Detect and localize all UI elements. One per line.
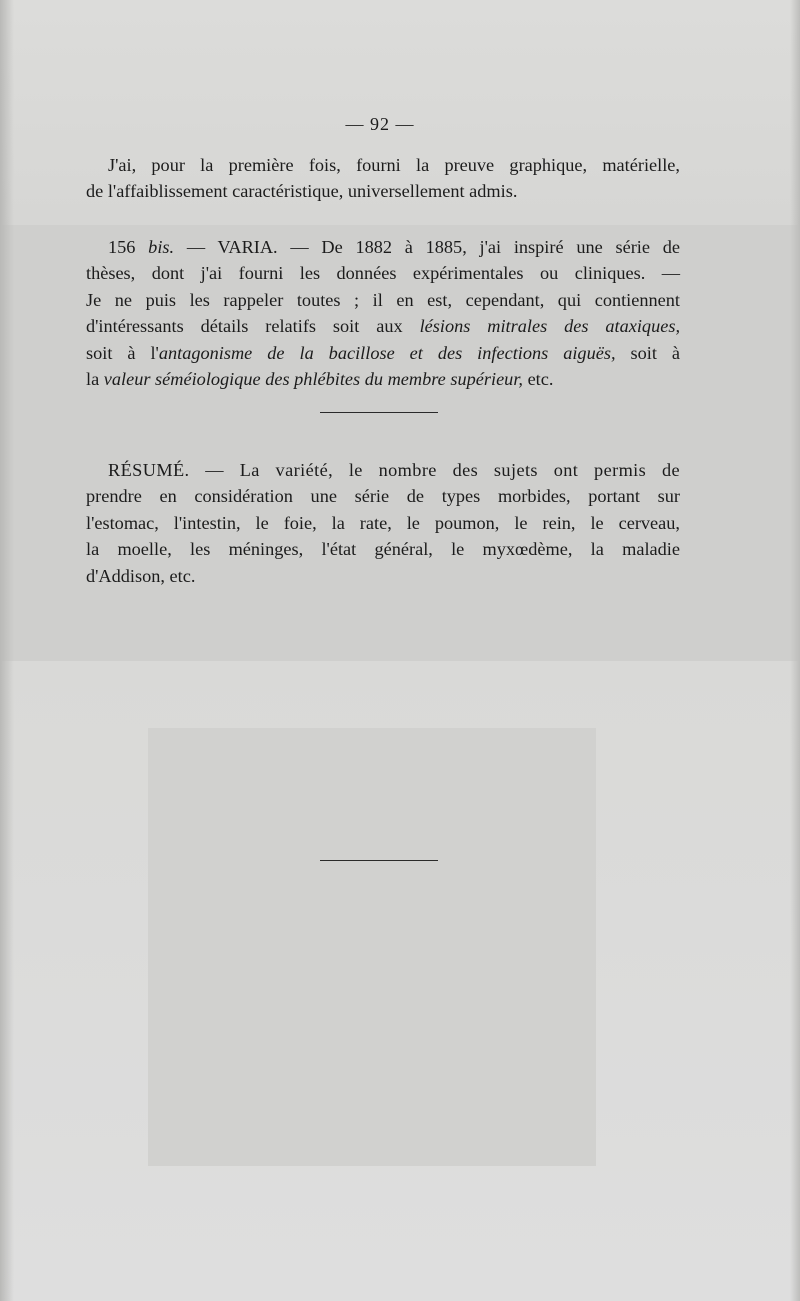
show-through-panel — [148, 728, 596, 1166]
section-divider — [320, 412, 438, 413]
line-text: etc. — [527, 369, 554, 390]
paragraph-line: RÉSUMÉ. — La variété, le nombre des sujets ont permis de — [108, 460, 680, 480]
line-text: d'intéressants détails relatifs soit aux — [86, 316, 403, 337]
line-emphasis: antagonisme de la bacillose et des infections aiguës, — [158, 342, 616, 363]
page-edge — [790, 0, 800, 1301]
binding-shadow — [0, 0, 14, 1301]
paragraph-varia — [86, 234, 680, 392]
paragraph-line: Je ne puis les rappeler toutes ; il en est, cependant, qui contiennent — [86, 289, 680, 310]
entry-text: De 1882 à 1885, j'ai inspiré une série de — [321, 237, 680, 257]
paragraph-line: thèses, dont j'ai fourni les données expérimentales ou cliniques. — — [86, 263, 680, 284]
paragraph-line: de l'affaiblissement caractéristique, universellement admis. — [86, 181, 518, 202]
paragraph-line: J'ai, pour la première fois, fourni la preuve graphique, matérielle, — [108, 155, 680, 175]
line-emphasis: lésions mitrales des ataxiques, — [419, 316, 681, 337]
end-divider — [320, 860, 438, 861]
paragraph-resume — [86, 457, 680, 589]
line-text: soit à — [630, 342, 681, 363]
page-number: — 92 — — [345, 114, 415, 134]
line-emphasis: valeur séméiologique des phlébites du membre supérieur, — [103, 369, 523, 390]
paragraph-line: la moelle, les méninges, l'état général, le myxœdème, la maladie — [86, 539, 680, 560]
paragraph-line: d'Addison, etc. — [86, 565, 196, 586]
paragraph-line: l'estomac, l'intestin, le foie, la rate, le poumon, le rein, le cerveau, — [86, 512, 680, 533]
line-text: la — [86, 369, 100, 390]
entry-bis: bis. — [148, 237, 175, 257]
line-text: soit à l' — [86, 342, 159, 363]
entry-heading: — VARIA. — — [186, 237, 309, 257]
entry-number: 156 — [108, 237, 136, 257]
paragraph-graphic-proof — [86, 152, 680, 205]
paragraph-line — [86, 234, 680, 260]
paragraph-line — [86, 313, 680, 339]
paragraph-line — [86, 366, 680, 392]
paragraph-line: prendre en considération une série de types morbides, portant sur — [86, 486, 680, 507]
paragraph-line — [86, 340, 680, 366]
